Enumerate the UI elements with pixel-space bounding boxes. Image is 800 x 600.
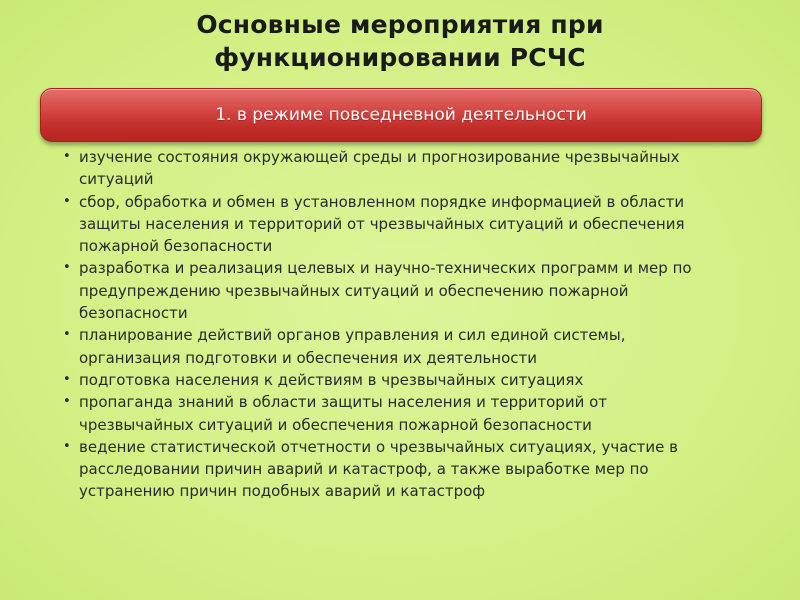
list-item	[62, 146, 742, 191]
list-item-line: разработка и реализация целевых и научно-технических программ и мер по	[79, 259, 692, 278]
bullet-icon: •	[63, 260, 71, 276]
list-item-line: сбор, обработка и обмен в установленном порядке информацией в области	[79, 192, 685, 211]
list-item-line: пропаганда знаний в области защиты населения и территорий от	[79, 393, 608, 412]
bullet-icon: •	[63, 149, 71, 164]
list-item	[62, 191, 742, 258]
list-item	[62, 391, 742, 436]
list-item-line: защиты населения и территорий от чрезвычайных ситуаций и обеспечения	[79, 214, 685, 233]
list-item-line: ведение статистической отчетности о чрезвычайных ситуациях, участие в	[79, 437, 678, 456]
bullet-icon: •	[63, 193, 71, 209]
list-item-line: устранению причин подобных аварий и катастроф	[79, 482, 486, 501]
list-item-line: расследовании причин аварий и катастроф, а также выработке мер по	[79, 460, 649, 479]
section-banner-label: 1. в режиме повседневной деятельности	[215, 105, 587, 125]
slide-title-line-2: функционировании РСЧС	[214, 43, 586, 72]
list-item-line: ситуаций	[79, 170, 154, 189]
bullet-icon: •	[63, 327, 71, 343]
list-item-line: пожарной безопасности	[79, 237, 273, 256]
list-item-line: безопасности	[79, 304, 188, 323]
list-item-line: подготовка населения к действиям в чрезвычайных ситуациях	[79, 370, 584, 389]
list-item	[62, 257, 742, 324]
section-banner	[40, 88, 762, 142]
list-item-line: планирование действий органов управления и сил единой системы,	[79, 326, 626, 345]
list-item-line: предупреждению чрезвычайных ситуаций и обеспечению пожарной	[79, 281, 629, 300]
slide-title-line-1: Основные мероприятия при	[196, 10, 604, 39]
list-item	[62, 436, 742, 503]
list-item-line: изучение состояния окружающей среды и прогнозирование чрезвычайных	[79, 148, 680, 166]
measures-list	[62, 146, 742, 503]
slide-title	[0, 8, 800, 74]
list-item-line: чрезвычайных ситуаций и обеспечения пожарной безопасности	[79, 415, 592, 434]
list-item	[62, 324, 742, 369]
list-item	[62, 369, 742, 391]
bullet-icon: •	[63, 371, 71, 387]
bullet-icon: •	[63, 438, 71, 454]
list-item-line: организация подготовки и обеспечения их деятельности	[79, 348, 538, 367]
bullet-icon: •	[63, 394, 71, 410]
